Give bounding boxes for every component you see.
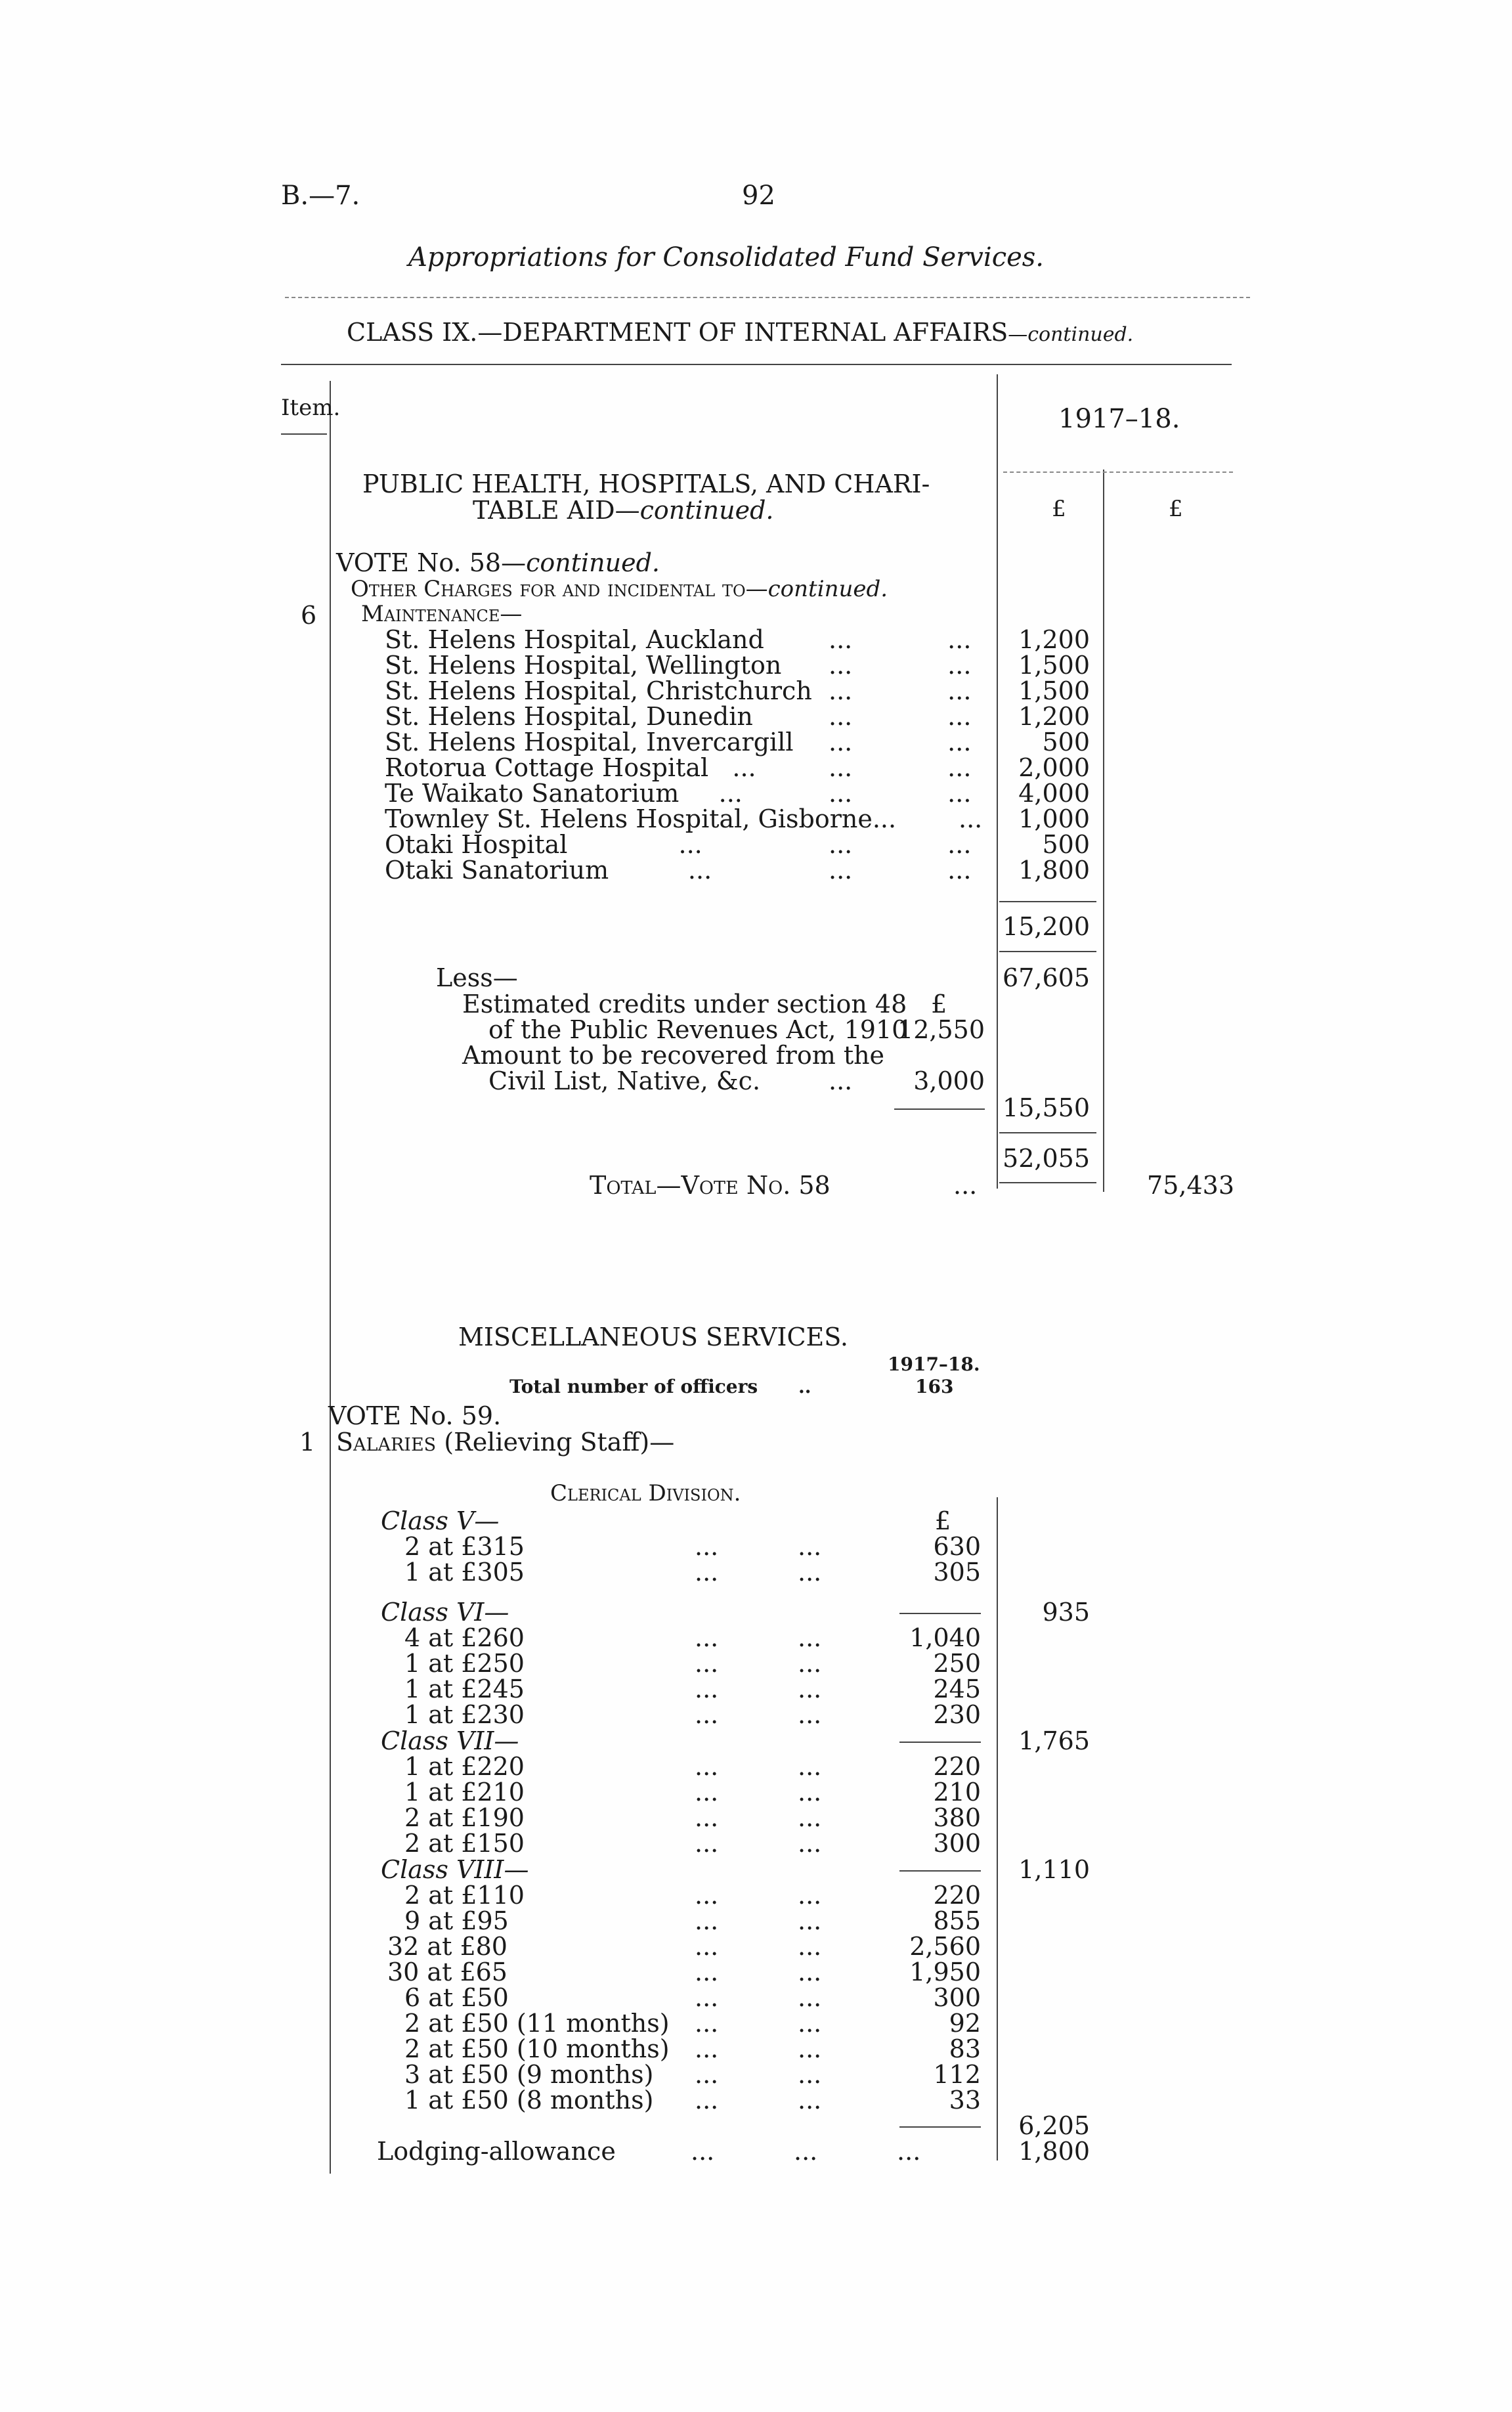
- section-title-public-health: PUBLIC HEALTH, HOSPITALS, AND CHARI-: [362, 470, 930, 498]
- class-v-total: 935: [1042, 1598, 1090, 1627]
- officers-dots: ..: [798, 1376, 811, 1397]
- class-heading: CLASS IX.—DEPARTMENT OF INTERNAL AFFAIRS—continued.: [347, 318, 1134, 347]
- year-header-rule: [1003, 471, 1233, 473]
- class-vi-rule: [899, 1742, 981, 1743]
- vote-58-total-amount: 75,433: [1147, 1171, 1234, 1200]
- class-v-rule: [899, 1613, 981, 1614]
- section-title-miscellaneous: MISCELLANEOUS SERVICES.: [458, 1323, 849, 1351]
- credit-2-dots: ...: [829, 1066, 853, 1095]
- column-header-year: 1917–18.: [1058, 404, 1180, 434]
- vote-58-total-label: Total—Vote No. 58: [590, 1171, 831, 1200]
- salaries-heading: Salaries (Relieving Staff)—: [336, 1428, 675, 1457]
- item-header-rule: [281, 433, 327, 435]
- clerical-division-heading: Clerical Division.: [550, 1480, 741, 1506]
- class-v-label: Class V—: [381, 1506, 500, 1535]
- lodging-allowance-dots: ... ... ...: [691, 2137, 921, 2166]
- lodging-allowance-label: Lodging-allowance: [377, 2137, 616, 2166]
- net-total: 52,055: [1003, 1144, 1090, 1173]
- page-number: 92: [742, 181, 775, 211]
- vote-58-heading: VOTE No. 58—continued.: [336, 548, 660, 577]
- col2-rule: [1103, 470, 1104, 1192]
- class-vii-label: Class VII—: [381, 1726, 519, 1755]
- carried-total: 67,605: [1003, 963, 1090, 992]
- credit-2-amount: 3,000: [913, 1066, 985, 1095]
- column-header-item: Item.: [281, 395, 341, 421]
- col1-rule-bottom: [997, 1497, 998, 2160]
- class-viii-label: Class VIII—: [381, 1855, 529, 1884]
- class-viii-total: 6,205: [1018, 2111, 1090, 2140]
- less-heading: Less—: [436, 963, 518, 992]
- subtotal-under-rule: [999, 951, 1096, 952]
- other-charges-heading: Other Charges for and incidental to—continued.: [351, 576, 888, 602]
- officers-label: Total number of officers: [509, 1376, 758, 1397]
- title-rule: [285, 297, 1250, 298]
- class-vii-rule: [899, 1870, 981, 1872]
- credit-1-amount: 12,550: [897, 1015, 985, 1044]
- section-title-continued: TABLE AID—continued.: [473, 496, 774, 525]
- credit-1-line-2: of the Public Revenues Act, 1910: [488, 1015, 908, 1044]
- less-total-rule: [999, 1132, 1096, 1133]
- lodging-allowance-amount: 1,800: [1018, 2137, 1090, 2166]
- class-vi-total: 1,765: [1018, 1726, 1090, 1755]
- credit-pound-sign: £: [931, 990, 947, 1019]
- net-total-rule: [999, 1182, 1096, 1183]
- page-title: Appropriations for Consolidated Fund Services.: [408, 242, 1045, 273]
- maintenance-subtotal-rule: [999, 901, 1096, 902]
- maintenance-subtotal: 15,200: [1003, 912, 1090, 941]
- item-number-6: 6: [301, 601, 317, 630]
- class-vii-total: 1,110: [1018, 1855, 1090, 1884]
- credits-rule: [894, 1108, 985, 1110]
- officers-year: 1917–18.: [888, 1353, 980, 1375]
- item-column-rule: [330, 381, 331, 2174]
- credit-2-line-1: Amount to be recovered from the: [462, 1041, 885, 1070]
- vote-59-heading: VOTE No. 59.: [328, 1401, 502, 1430]
- officers-count: 163: [915, 1376, 954, 1397]
- less-total: 15,550: [1003, 1093, 1090, 1122]
- vote-58-total-dots: ...: [953, 1171, 978, 1200]
- salary-pound-sign: £: [935, 1506, 951, 1535]
- maintenance-heading: Maintenance—: [361, 601, 523, 627]
- class-vi-label: Class VI—: [381, 1598, 509, 1627]
- column-header-pound-2: £: [1169, 496, 1183, 522]
- column-header-pound-1: £: [1052, 496, 1066, 522]
- item-number-1: 1: [299, 1428, 316, 1457]
- class-viii-rule: [899, 2126, 981, 2128]
- credit-2-line-2: Civil List, Native, &c.: [488, 1066, 761, 1095]
- table-top-rule: [281, 364, 1232, 365]
- credit-1-line-1: Estimated credits under section 48: [462, 990, 907, 1019]
- document-reference: B.—7.: [281, 181, 360, 211]
